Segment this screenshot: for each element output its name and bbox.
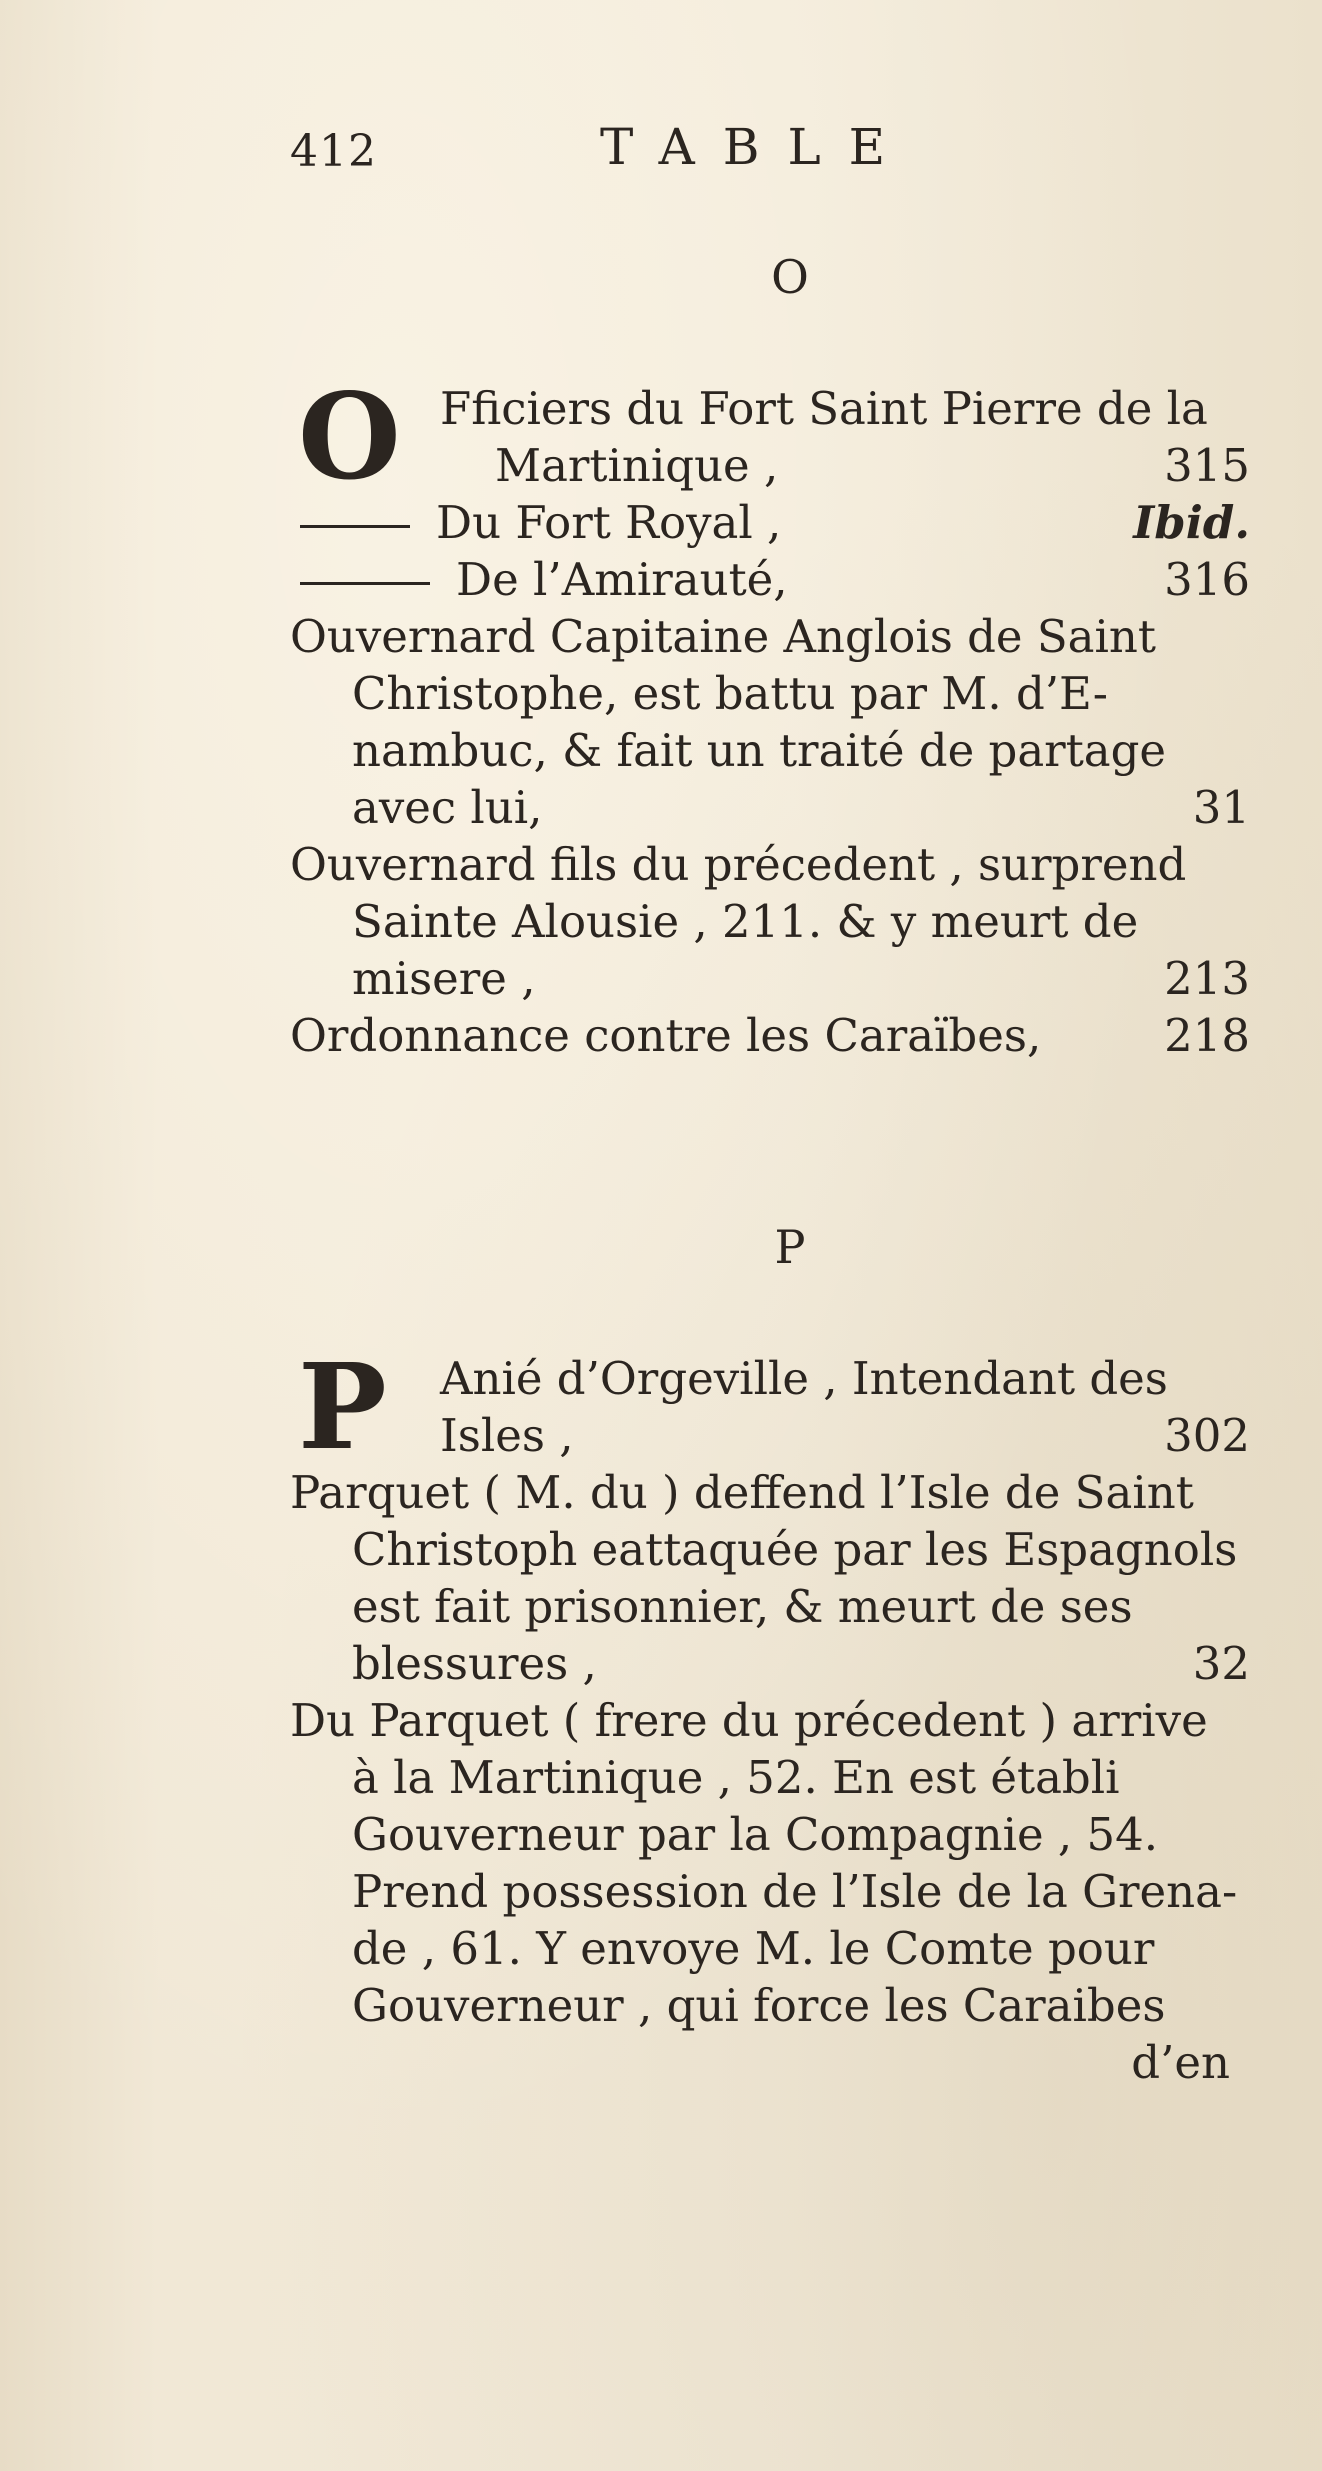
index-entry: [290, 367, 1260, 506]
page-reference: 213: [1164, 952, 1250, 1005]
index-section-p: [290, 1337, 1260, 2091]
drop-cap-o: O: [298, 367, 401, 506]
page-reference: 302: [1164, 1409, 1250, 1462]
index-section-o: [290, 367, 1260, 1064]
section-letter-o: O: [771, 250, 809, 304]
page-reference: 315: [1164, 439, 1250, 492]
entry-line: Christoph eattaquée par les Espagnols: [352, 1523, 1238, 1576]
index-entry: [290, 1464, 1260, 1692]
entry-line: Ouvernard fils du précedent , surprend: [290, 838, 1187, 891]
page-reference: 316: [1164, 553, 1250, 606]
entry-line: est fait prisonnier, & meurt de ses: [352, 1580, 1133, 1633]
entry-line: Ouvernard Capitaine Anglois de Saint: [290, 610, 1156, 663]
entry-line: Parquet ( M. du ) deffend l’Isle de Saint: [290, 1466, 1194, 1519]
page-reference: 32: [1192, 1637, 1250, 1690]
entry-line: Sainte Alousie , 211. & y meurt de: [352, 895, 1139, 948]
entry-line: Christophe, est battu par M. d’E-: [352, 667, 1108, 720]
running-title: TABLE: [600, 118, 914, 176]
drop-cap-p: P: [298, 1337, 387, 1476]
entry-line: De l’Amirauté,: [456, 553, 788, 606]
entry-line: Du Parquet ( frere du précedent ) arrive: [290, 1694, 1208, 1747]
entry-line: de , 61. Y envoye M. le Comte pour: [352, 1922, 1155, 1975]
entry-line: Fficiers du Fort Saint Pierre de la: [440, 382, 1208, 435]
entry-line: Du Fort Royal ,: [436, 496, 782, 549]
entry-line: Ordonnance contre les Caraïbes,: [290, 1009, 1042, 1062]
entry-line: Gouverneur par la Compagnie , 54.: [352, 1808, 1159, 1861]
ditto-dash: [300, 582, 430, 585]
page-reference: 31: [1192, 781, 1250, 834]
index-entry: [290, 836, 1260, 1007]
index-entry: [290, 1692, 1260, 2091]
index-entry: [290, 551, 1260, 608]
entry-line: nambuc, & fait un traité de partage: [352, 724, 1167, 777]
index-entry: [290, 494, 1260, 551]
index-entry: [290, 1007, 1260, 1064]
page-reference: 218: [1164, 1009, 1250, 1062]
entry-line: à la Martinique , 52. En est établi: [352, 1751, 1120, 1804]
ditto-dash: [300, 525, 410, 528]
section-letter-p: P: [774, 1220, 806, 1274]
page-number: 412: [290, 126, 377, 177]
entry-line: misere ,: [352, 952, 536, 1005]
page-reference: Ibid.: [1133, 496, 1250, 549]
entry-line: Gouverneur , qui force les Caraibes: [352, 1979, 1166, 2032]
index-entry: [290, 608, 1260, 836]
entry-line: Isles ,: [440, 1409, 574, 1462]
entry-line: Prend possession de l’Isle de la Grena-: [352, 1865, 1238, 1918]
catchword: d’en: [1131, 2036, 1230, 2089]
entry-line: Anié d’Orgeville , Intendant des: [440, 1352, 1168, 1405]
entry-line: avec lui,: [352, 781, 543, 834]
entry-line: Martinique ,: [495, 439, 779, 492]
page-header: [290, 118, 1250, 188]
index-entry: [290, 1337, 1260, 1476]
entry-line: blessures ,: [352, 1637, 597, 1690]
